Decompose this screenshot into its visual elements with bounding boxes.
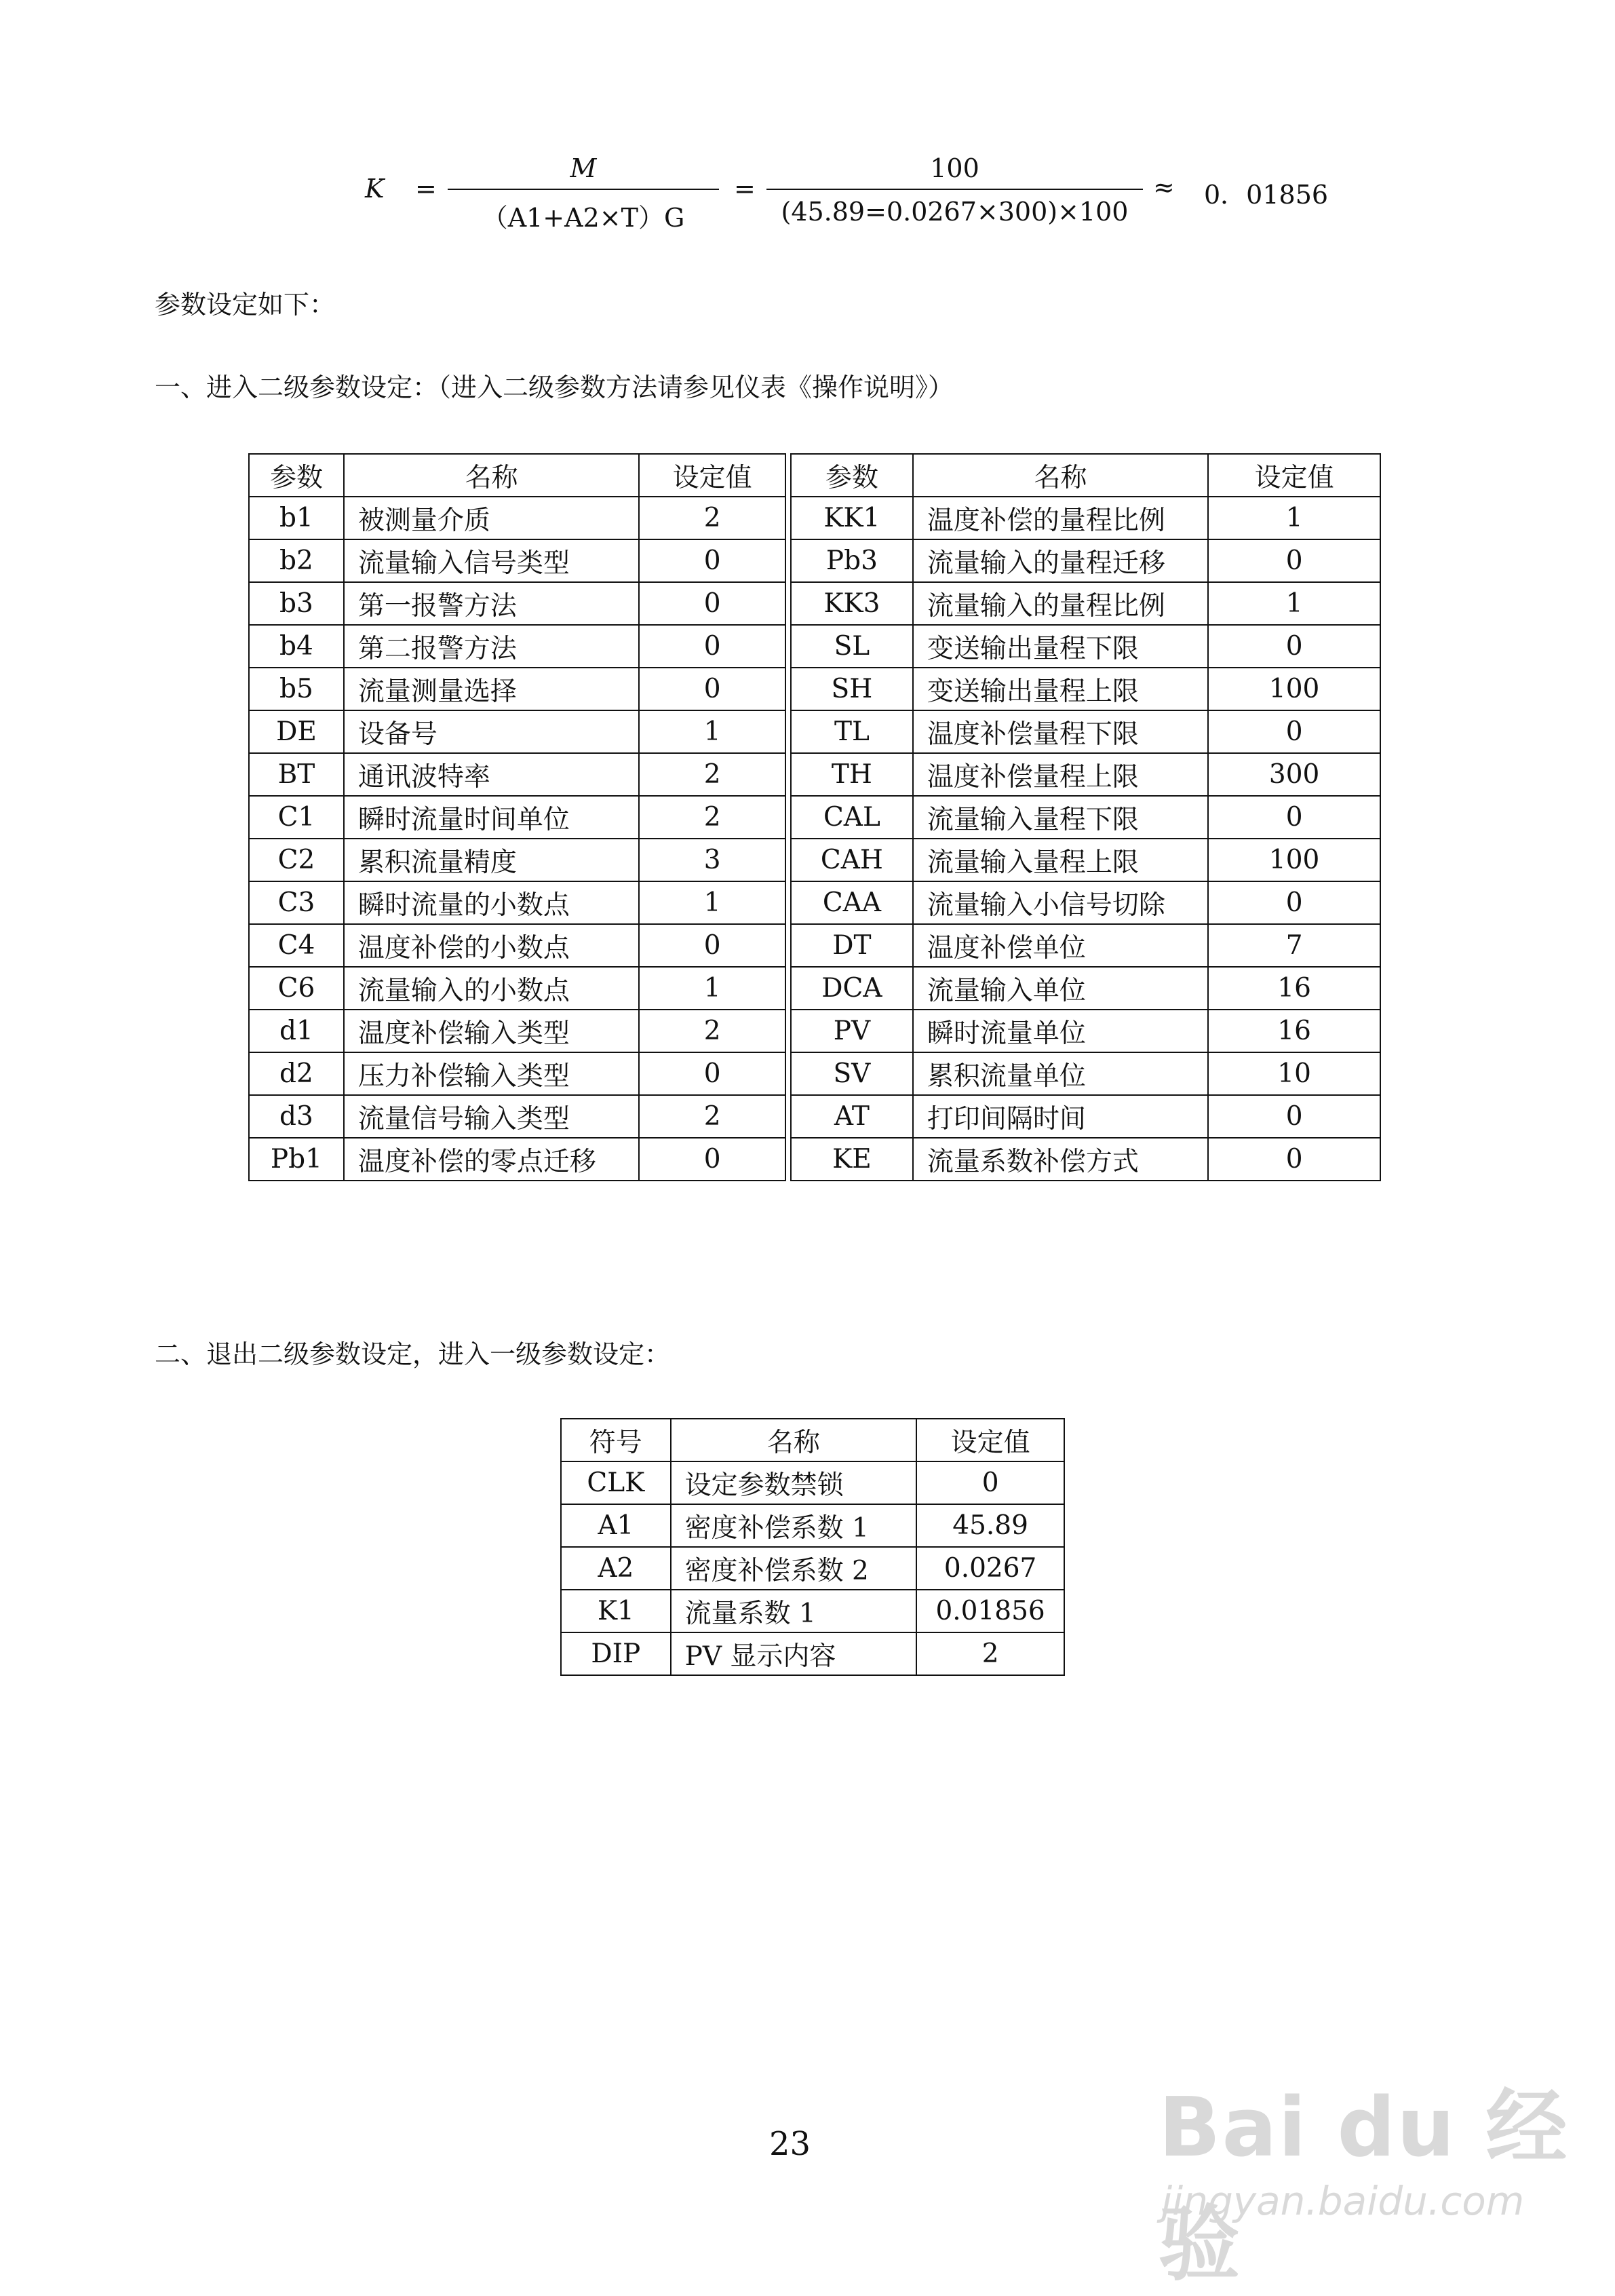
table-row <box>561 1461 1064 1504</box>
cell-param: SH <box>791 668 913 710</box>
cell-symbol: A2 <box>561 1547 671 1590</box>
cell-param: DCA <box>791 967 913 1010</box>
cell-name: 通讯波特率 <box>344 753 639 796</box>
cell-value: 2 <box>639 1010 785 1052</box>
fraction-2-denominator: (45.89=0.0267×300)×100 <box>781 197 1129 227</box>
cell-param: Pb3 <box>791 539 913 582</box>
cell-value: 0 <box>639 539 785 582</box>
table-row <box>249 539 1380 582</box>
cell-name: 累积流量精度 <box>344 839 639 881</box>
cell-name: 流量测量选择 <box>344 668 639 710</box>
cell-param: AT <box>791 1095 913 1138</box>
table-row <box>249 967 1380 1010</box>
cell-param: PV <box>791 1010 913 1052</box>
section-2-heading: 二、退出二级参数设定，进入一级参数设定： <box>155 1339 671 1369</box>
cell-value: 0 <box>1208 881 1380 924</box>
formula-equals-2: = <box>734 174 756 204</box>
cell-param: C6 <box>249 967 344 1010</box>
fraction-2-numerator: 100 <box>766 153 1143 190</box>
header-param-2: 参数 <box>791 454 913 497</box>
watermark-url: jingyan.baidu.com <box>1161 2178 1525 2224</box>
table-row <box>561 1632 1064 1675</box>
table-header-row <box>561 1419 1064 1461</box>
cell-param: d3 <box>249 1095 344 1138</box>
fraction-1-denominator: （A1+A2×T）G <box>482 203 685 233</box>
cell-name: 流量输入的小数点 <box>344 967 639 1010</box>
cell-name: 流量输入小信号切除 <box>913 881 1208 924</box>
formula-fraction-2 <box>766 153 1143 227</box>
watermark-logo: Bai du 经验 <box>1159 2081 1569 2292</box>
table-row <box>249 1138 1380 1181</box>
table-row <box>249 839 1380 881</box>
cell-name: 密度补偿系数 1 <box>671 1504 917 1547</box>
cell-symbol: DIP <box>561 1632 671 1675</box>
cell-value: 2 <box>639 796 785 839</box>
cell-name: 设备号 <box>344 710 639 753</box>
cell-name: 流量系数补偿方式 <box>913 1138 1208 1181</box>
formula-lhs: K <box>365 174 385 204</box>
formula-equals-1: = <box>415 174 437 204</box>
header-value: 设定值 <box>916 1419 1064 1461</box>
parameter-table-level-1 <box>560 1418 1065 1676</box>
cell-value: 0 <box>639 1138 785 1181</box>
header-symbol: 符号 <box>561 1419 671 1461</box>
cell-param: C2 <box>249 839 344 881</box>
table-row <box>249 1052 1380 1095</box>
cell-name: 设定参数禁锁 <box>671 1461 917 1504</box>
cell-value: 2 <box>916 1632 1064 1675</box>
cell-value: 16 <box>1208 967 1380 1010</box>
parameter-table-2-body <box>561 1419 1064 1675</box>
cell-param: DE <box>249 710 344 753</box>
cell-param: b4 <box>249 625 344 668</box>
cell-name: 累积流量单位 <box>913 1052 1208 1095</box>
table-row <box>249 796 1380 839</box>
table-row <box>561 1547 1064 1590</box>
cell-value: 2 <box>639 753 785 796</box>
cell-value: 0 <box>639 1052 785 1095</box>
fraction-1-numerator: M <box>448 153 719 190</box>
cell-name: 流量系数 1 <box>671 1590 917 1632</box>
table-row <box>249 582 1380 625</box>
cell-value: 100 <box>1208 839 1380 881</box>
cell-param: CAH <box>791 839 913 881</box>
cell-value: 0.0267 <box>916 1547 1064 1590</box>
cell-value: 2 <box>639 1095 785 1138</box>
cell-param: b2 <box>249 539 344 582</box>
header-name: 名称 <box>671 1419 917 1461</box>
cell-param: d2 <box>249 1052 344 1095</box>
parameter-table-body <box>249 454 1380 1181</box>
cell-value: 0 <box>1208 1095 1380 1138</box>
cell-value: 0 <box>639 582 785 625</box>
cell-name: 压力补偿输入类型 <box>344 1052 639 1095</box>
cell-param: b5 <box>249 668 344 710</box>
cell-name: 温度补偿的零点迁移 <box>344 1138 639 1181</box>
formula-approx: ≈ <box>1153 172 1175 202</box>
cell-value: 16 <box>1208 1010 1380 1052</box>
cell-name: 流量输入信号类型 <box>344 539 639 582</box>
cell-param: C4 <box>249 924 344 967</box>
table-row <box>249 625 1380 668</box>
cell-param: KK3 <box>791 582 913 625</box>
cell-name: 变送输出量程下限 <box>913 625 1208 668</box>
cell-symbol: K1 <box>561 1590 671 1632</box>
header-param: 参数 <box>249 454 344 497</box>
cell-name: 流量输入量程上限 <box>913 839 1208 881</box>
table-row <box>249 668 1380 710</box>
table-row <box>249 710 1380 753</box>
cell-name: 打印间隔时间 <box>913 1095 1208 1138</box>
cell-param: C1 <box>249 796 344 839</box>
cell-param: BT <box>249 753 344 796</box>
cell-value: 1 <box>639 967 785 1010</box>
cell-name: 流量输入量程下限 <box>913 796 1208 839</box>
table-row <box>561 1590 1064 1632</box>
cell-param: d1 <box>249 1010 344 1052</box>
cell-value: 45.89 <box>916 1504 1064 1547</box>
table-row <box>249 753 1380 796</box>
cell-value: 10 <box>1208 1052 1380 1095</box>
cell-value: 0 <box>639 924 785 967</box>
cell-name: 温度补偿的小数点 <box>344 924 639 967</box>
cell-name: 流量输入的量程迁移 <box>913 539 1208 582</box>
intro-text: 参数设定如下： <box>155 290 336 320</box>
formula-result: 0．01856 <box>1204 180 1329 210</box>
table-row <box>249 497 1380 539</box>
cell-param: TL <box>791 710 913 753</box>
cell-name: 温度补偿量程下限 <box>913 710 1208 753</box>
cell-name: 瞬时流量单位 <box>913 1010 1208 1052</box>
cell-name: PV 显示内容 <box>671 1632 917 1675</box>
cell-param: b3 <box>249 582 344 625</box>
cell-name: 温度补偿输入类型 <box>344 1010 639 1052</box>
page-number: 23 <box>769 2125 811 2163</box>
cell-value: 300 <box>1208 753 1380 796</box>
cell-name: 流量输入单位 <box>913 967 1208 1010</box>
section-1-heading: 一、进入二级参数设定：（进入二级参数方法请参见仪表《操作说明》） <box>155 372 954 402</box>
parameter-table-level-2 <box>248 453 1381 1181</box>
cell-name: 密度补偿系数 2 <box>671 1547 917 1590</box>
header-name: 名称 <box>344 454 639 497</box>
cell-name: 温度补偿的量程比例 <box>913 497 1208 539</box>
cell-value: 1 <box>1208 582 1380 625</box>
cell-value: 0 <box>1208 710 1380 753</box>
cell-value: 0 <box>1208 539 1380 582</box>
cell-param: CAL <box>791 796 913 839</box>
table-row <box>249 1095 1380 1138</box>
table-row <box>249 881 1380 924</box>
header-value: 设定值 <box>639 454 785 497</box>
cell-name: 第二报警方法 <box>344 625 639 668</box>
cell-value: 7 <box>1208 924 1380 967</box>
cell-param: C3 <box>249 881 344 924</box>
cell-name: 流量输入的量程比例 <box>913 582 1208 625</box>
cell-value: 100 <box>1208 668 1380 710</box>
cell-param: CAA <box>791 881 913 924</box>
cell-name: 瞬时流量时间单位 <box>344 796 639 839</box>
cell-value: 0 <box>1208 625 1380 668</box>
cell-symbol: CLK <box>561 1461 671 1504</box>
cell-value: 3 <box>639 839 785 881</box>
cell-param: Pb1 <box>249 1138 344 1181</box>
cell-param: DT <box>791 924 913 967</box>
table-row <box>249 924 1380 967</box>
cell-value: 0 <box>916 1461 1064 1504</box>
cell-value: 0 <box>639 625 785 668</box>
cell-value: 1 <box>1208 497 1380 539</box>
cell-value: 1 <box>639 881 785 924</box>
cell-name: 温度补偿单位 <box>913 924 1208 967</box>
cell-name: 第一报警方法 <box>344 582 639 625</box>
cell-name: 瞬时流量的小数点 <box>344 881 639 924</box>
cell-param: SV <box>791 1052 913 1095</box>
cell-symbol: A1 <box>561 1504 671 1547</box>
cell-value: 0 <box>1208 1138 1380 1181</box>
cell-value: 2 <box>639 497 785 539</box>
formula-fraction-1 <box>448 153 719 234</box>
cell-name: 被测量介质 <box>344 497 639 539</box>
cell-param: TH <box>791 753 913 796</box>
cell-param: b1 <box>249 497 344 539</box>
cell-value: 0 <box>639 668 785 710</box>
cell-param: KE <box>791 1138 913 1181</box>
cell-param: SL <box>791 625 913 668</box>
table-row <box>561 1504 1064 1547</box>
table-header-row <box>249 454 1380 497</box>
cell-value: 0.01856 <box>916 1590 1064 1632</box>
cell-param: KK1 <box>791 497 913 539</box>
cell-name: 流量信号输入类型 <box>344 1095 639 1138</box>
header-name-2: 名称 <box>913 454 1208 497</box>
cell-value: 0 <box>1208 796 1380 839</box>
table-row <box>249 1010 1380 1052</box>
cell-name: 变送输出量程上限 <box>913 668 1208 710</box>
cell-value: 1 <box>639 710 785 753</box>
header-value-2: 设定值 <box>1208 454 1380 497</box>
cell-name: 温度补偿量程上限 <box>913 753 1208 796</box>
